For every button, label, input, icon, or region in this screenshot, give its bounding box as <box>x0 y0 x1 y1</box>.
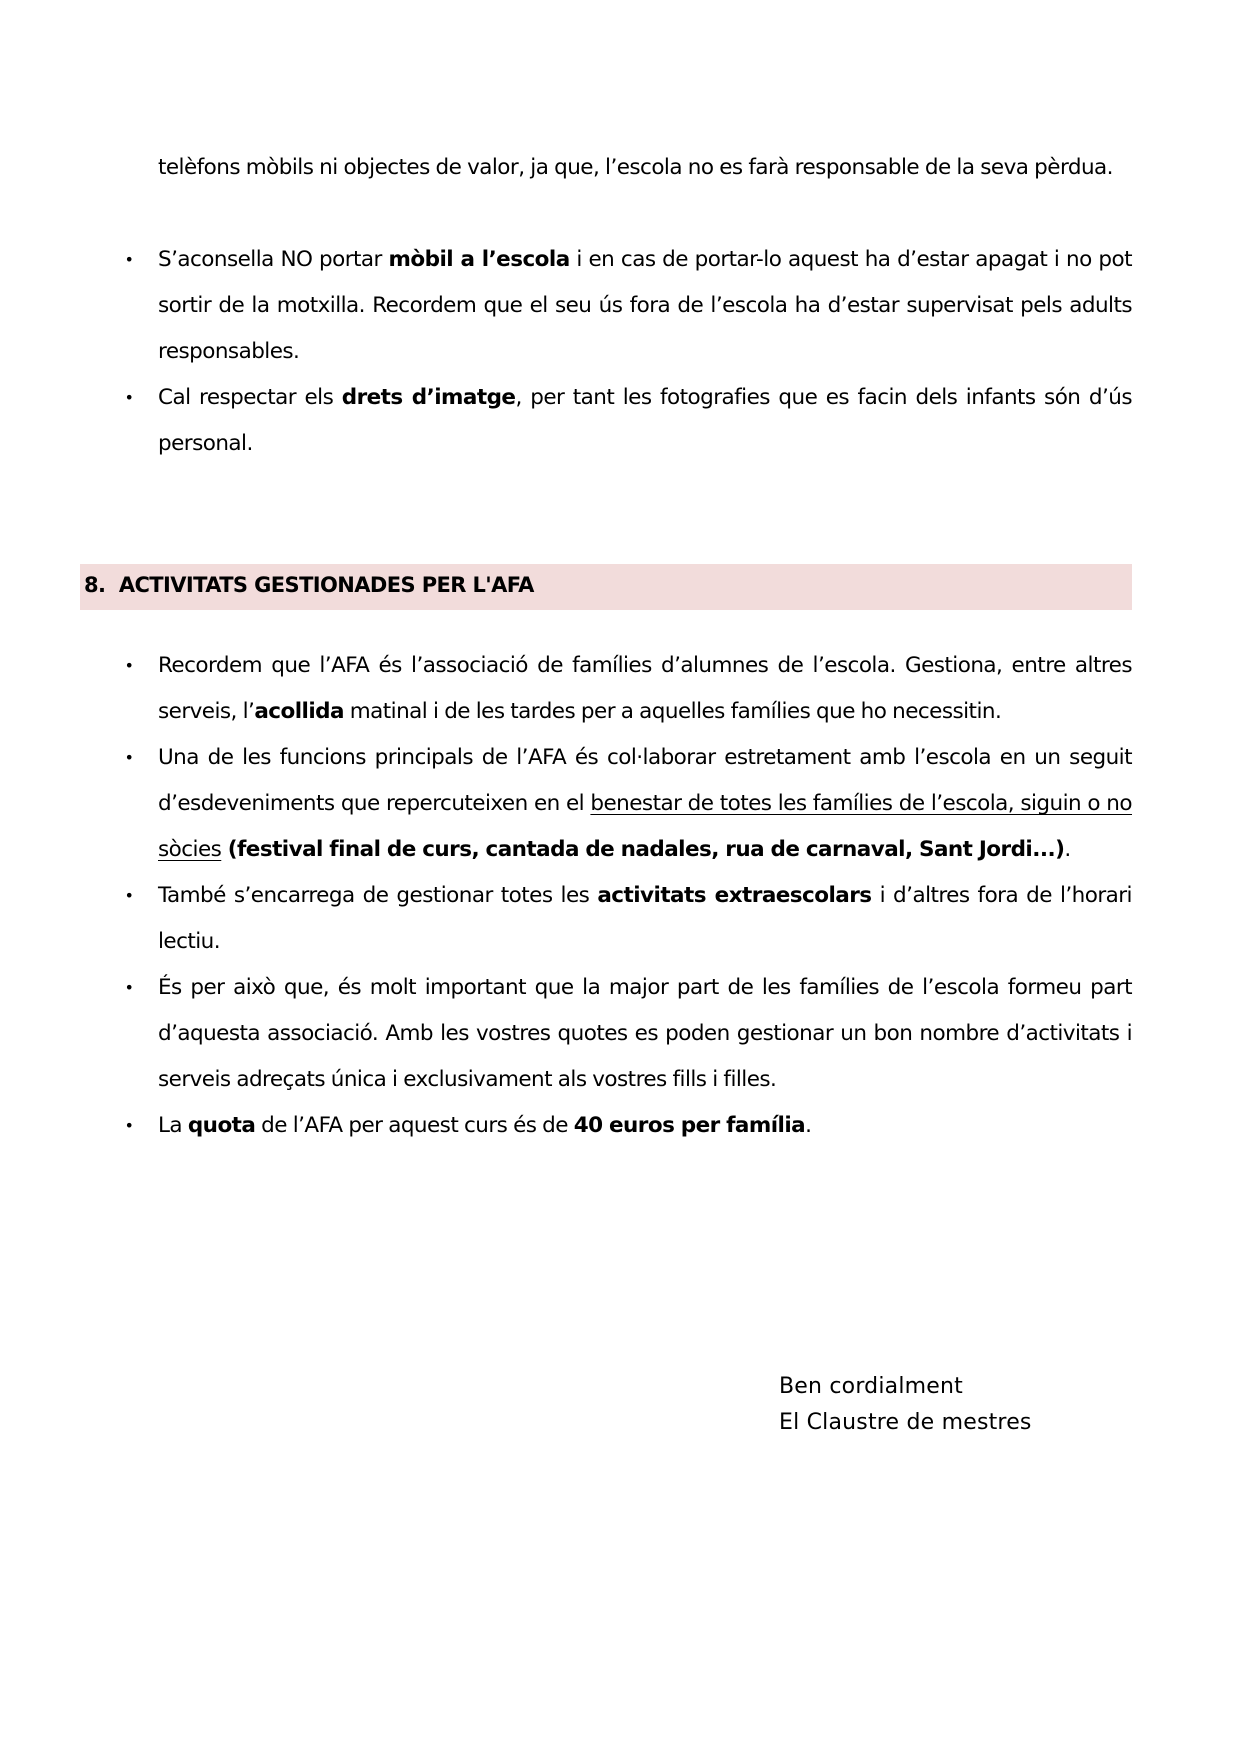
section-number: 8. <box>84 573 106 597</box>
bold-acollida: acollida <box>254 699 344 724</box>
bullet-icon: • <box>124 388 134 407</box>
bullet-icon: • <box>124 978 134 997</box>
bold-image-rights: drets d’imatge <box>341 385 516 410</box>
continuation-text: telèfons mòbils ni objectes de valor, ja que, l’escola no es farà responsable de la seva pèrdua. <box>158 155 1113 180</box>
list-item-image-rights: • Cal respectar els drets d’imatge, per tant les fotografies que es facin dels infants són d’ús personal. <box>158 375 1132 467</box>
underlined-wellbeing: benestar de totes les famílies de l’escola, siguin o no sòcies <box>158 791 1132 862</box>
bold-events: (festival final de curs, cantada de nadales, rua de carnaval, Sant Jordi...) <box>221 837 1065 862</box>
signature-block <box>779 1369 1032 1441</box>
bold-fee-amount: 40 euros per família <box>573 1113 806 1138</box>
list-item-afa-fee: • La quota de l’AFA per aquest curs és de 40 euros per família. <box>158 1103 1132 1149</box>
list-item-afa-extracurricular: • També s’encarrega de gestionar totes les activitats extraescolars i d’altres fora de l’horari lectiu. <box>158 873 1132 965</box>
section-title: ACTIVITATS GESTIONADES PER L'AFA <box>118 573 534 597</box>
bullet-icon: • <box>124 886 134 905</box>
list-item-afa-membership: • És per això que, és molt important que la major part de les famílies de l’escola formeu part d’aquesta associació. Amb les vostres quotes es poden gestionar un bon nombre d’activitats i serveis adreçats única i exclusivament als vostres fills i filles. <box>158 965 1132 1103</box>
section-heading <box>84 566 534 604</box>
afa-list <box>124 643 1132 1149</box>
bullet-icon: • <box>124 1116 134 1135</box>
continuation-paragraph <box>158 145 1132 191</box>
list-item-afa-events: • Una de les funcions principals de l’AFA és col·laborar estretament amb l’escola en un seguit d’esdeveniments que repercuteixen en el benestar de totes les famílies de l’escola, siguin o no sòcies (festival final de curs, cantada de nadales, rua de carnaval, Sant Jordi...). <box>158 735 1132 873</box>
bullet-icon: • <box>124 748 134 767</box>
signer-line: El Claustre de mestres <box>779 1410 1032 1435</box>
bold-mobile: mòbil a l’escola <box>388 247 570 272</box>
list-item-afa-intro: • Recordem que l’AFA és l’associació de famílies d’alumnes de l’escola. Gestiona, entre altres serveis, l’acollida matinal i de les tardes per a aquelles famílies que ho necessitin. <box>158 643 1132 735</box>
bold-quota: quota <box>187 1113 256 1138</box>
list-item-mobile: • S’aconsella NO portar mòbil a l’escola i en cas de portar-lo aquest ha d’estar apagat i no pot sortir de la motxilla. Recordem que el seu ús fora de l’escola ha d’estar supervisat pels adults responsables. <box>158 237 1132 375</box>
closing-line: Ben cordialment <box>779 1374 963 1399</box>
bullet-icon: • <box>124 656 134 675</box>
bullet-icon: • <box>124 250 134 269</box>
bold-extracurricular: activitats extraescolars <box>597 883 872 908</box>
rules-list <box>124 237 1133 467</box>
